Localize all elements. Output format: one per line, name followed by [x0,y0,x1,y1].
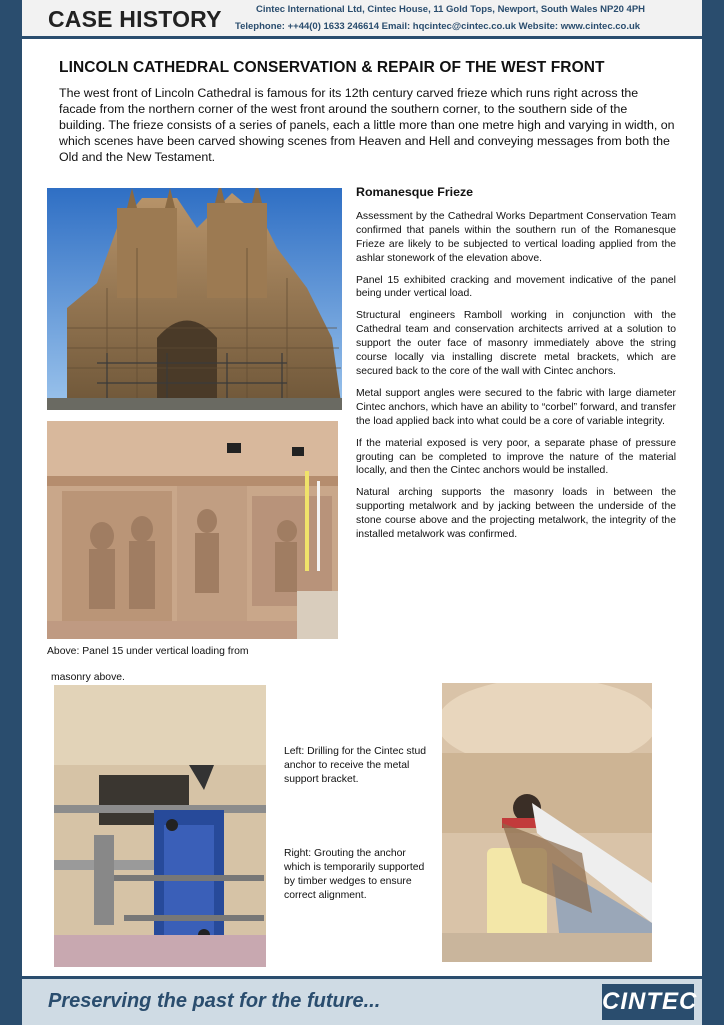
caption-panel-line1: Above: Panel 15 under vertical loading from [47,646,249,657]
body-paragraph: Structural engineers Ramboll working in conjunction with the Cathedral team and conservation architects arrived at a solution to support the outer face of masonry immediately above the string course locally via installing discrete metal brackets, which are secured back to the core of the wall with Cintec anchors. [356,310,676,377]
section-heading: Romanesque Frieze [356,185,474,199]
article-intro: The west front of Lincoln Cathedral is famous for its 12th century carved frieze which runs right across the facade from the northern corner of the west front around the southern corner, to the southern side of the building. The frieze consists of a series of panels, each a little more than one metre high and varying in width, on which scenes have been carved showing scenes from Heaven and Hell and conveying messages from both the Old and the New Testament. [59,86,675,164]
body-paragraph: If the material exposed is very poor, a separate phase of pressure grouting can be completed to improve the nature of the material locally, and then the Cintec anchors would be installed. [356,437,676,477]
page [22,0,702,1024]
frieze-panel-photo [47,421,338,639]
header-bar [22,0,702,39]
drilling-photo [54,685,266,967]
body-paragraph: Panel 15 exhibited cracking and movement indicative of the panel being under vertical load. [356,274,676,300]
header-address: Cintec International Ltd, Cintec House, 11 Gold Tops, Newport, South Wales NP20 4PH [256,4,646,15]
body-column [356,186,676,550]
article-title: LINCOLN CATHEDRAL CONSERVATION & REPAIR OF THE WEST FRONT [59,59,605,76]
caption-left: Left: Drilling for the Cintec stud anchor to receive the metal support bracket. [284,746,427,785]
body-paragraph: Metal support angles were secured to the fabric with large diameter Cintec anchors, which have an ability to “corbel” forward, and transfer the load applied back into what could be a core of variable integrity. [356,387,676,427]
header-title: CASE HISTORY [48,6,222,32]
cathedral-photo [47,188,342,410]
grouting-photo [442,683,652,962]
footer-panel [22,976,702,1025]
body-paragraph: Assessment by the Cathedral Works Department Conservation Team confirmed that panels within the southern run of the Romanesque Frieze are likely to be subjected to vertical loading applied from the ashlar stonework of the elevation above. [356,210,676,264]
caption-right: Right: Grouting the anchor which is temporarily supported by timber wedges to ensure correct alignment. [284,848,425,901]
caption-panel-line2: masonry above. [51,672,125,683]
body-paragraph: Natural arching supports the masonry loads in between the supporting metalwork and by jacking between the underside of the stone course above and the projecting metalwork, the integrity of the installed metalwork was confirmed. [356,487,676,541]
cintec-logo[interactable]: CINTEC [602,984,694,1020]
caption-panel [47,645,347,685]
footer-bar [0,976,724,1024]
footer-tagline: Preserving the past for the future... [48,990,381,1012]
header-contact: Telephone: ++44(0) 1633 246614 Email: hqcintec@cintec.co.uk Website: www.cintec.co.uk [235,21,641,32]
